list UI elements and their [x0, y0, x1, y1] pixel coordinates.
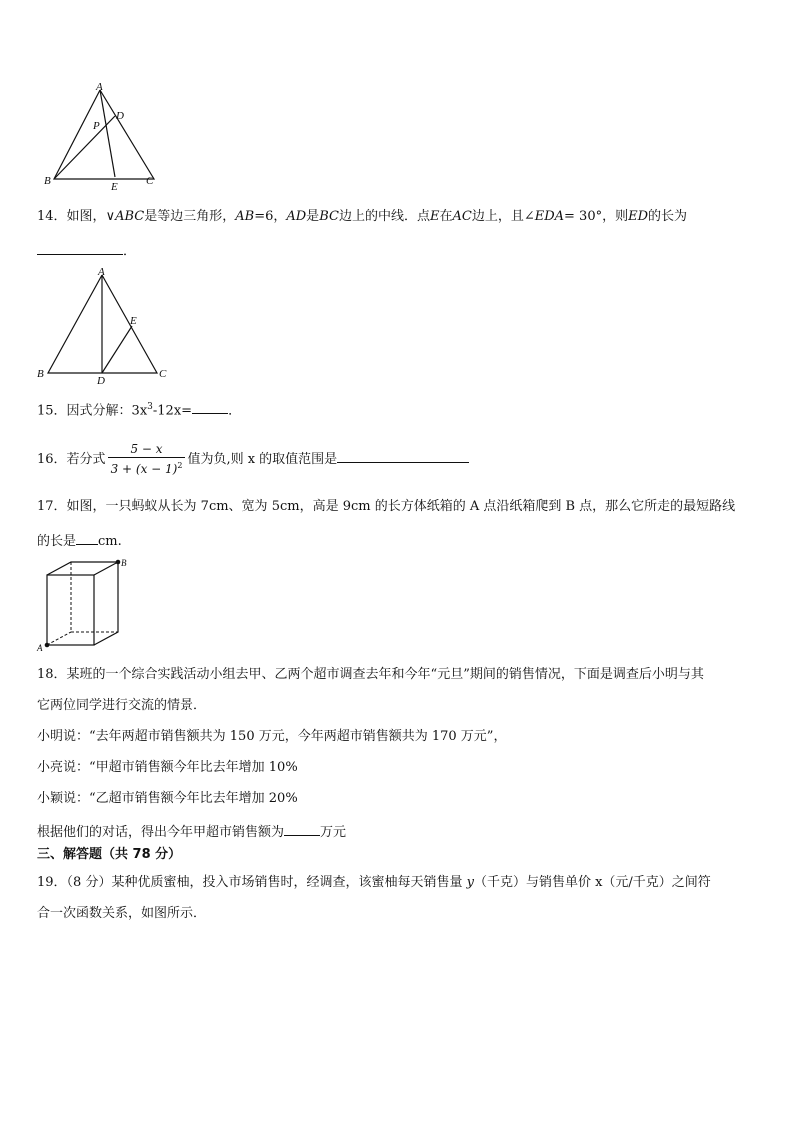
label-e: E	[130, 315, 137, 327]
answer-blank[interactable]	[284, 821, 320, 836]
question-14-line1: 14．如图，∨ABC是等边三角形，AB=6，AD是BC边上的中线．点E在AC边上，且∠EDA= 30°，则ED的长为	[37, 209, 688, 224]
question-14-line2: ．	[37, 240, 136, 261]
answer-blank[interactable]	[192, 399, 228, 414]
label-p: P	[93, 120, 100, 132]
label-a: A	[98, 266, 105, 278]
question-17-line2: 的长是 cm.	[37, 530, 122, 551]
label-e: E	[111, 181, 118, 192]
label-d: D	[116, 110, 124, 122]
question-18-line6: 根据他们的对话，得出今年甲超市销售额为 万元	[37, 821, 346, 842]
question-number: 16．	[37, 452, 67, 467]
question-18-line3: 小明说：“去年两超市销售额共为 150 万元，今年两超市销售额共为 170 万元”，	[37, 729, 507, 744]
answer-blank[interactable]	[76, 530, 98, 545]
figure-q14-triangle	[34, 266, 174, 386]
question-18-line5: 小颖说：“乙超市销售额今年比去年增加 20%	[37, 791, 298, 806]
question-18-line1: 18．某班的一个综合实践活动小组去甲、乙两个超市调查去年和今年“元旦”期间的销售情况，下面是调查后小明与其	[37, 667, 704, 682]
label-b: B	[121, 558, 127, 568]
answer-blank[interactable]	[37, 240, 123, 255]
question-number: 19．	[37, 875, 67, 890]
label-c: C	[159, 368, 167, 380]
question-19-line1: 19．（8 分）某种优质蜜柚，投入市场销售时，经调查，该蜜柚每天销售量 y（千克）与销售单价 x（元/千克）之间符	[37, 875, 711, 890]
label-a: A	[37, 643, 43, 652]
label-c: C	[146, 175, 154, 187]
question-number: 17．	[37, 499, 67, 514]
label-a: A	[96, 81, 103, 93]
answer-blank[interactable]	[337, 448, 469, 463]
question-number: 15．	[37, 403, 67, 419]
figure-q13-triangle	[36, 80, 166, 192]
question-18-line2: 它两位同学进行交流的情景．	[37, 698, 207, 713]
question-18-line4: 小亮说：“甲超市销售额今年比去年增加 10%	[37, 760, 298, 775]
triangle-abc: ∨ABC	[105, 209, 145, 224]
label-b: B	[44, 175, 51, 187]
question-16: 16．若分式 $\frac{5 - x}{3 + (x - 1)^2}$ 值为负,则 x 的取值范围是	[37, 440, 469, 480]
label-b: B	[37, 368, 44, 380]
question-number: 18．	[37, 667, 67, 682]
question-17-line1: 17．如图，一只蚂蚁从长为 7cm、宽为 5cm，高是 9cm 的长方体纸箱的 A 点沿纸箱爬到 B 点，那么它所走的最短路线	[37, 499, 736, 514]
label-d: D	[97, 375, 105, 386]
question-number: 14．	[37, 209, 67, 224]
question-15: 15．因式分解：$3x^3-12x=$ ．	[37, 398, 241, 420]
question-19-line2: 合一次函数关系，如图所示．	[37, 906, 207, 921]
fraction: $\frac{5 - x}{3 + (x - 1)^2}$	[108, 442, 186, 477]
section-heading: 三、解答题（共 78 分）	[37, 847, 182, 862]
figure-q17-box	[34, 556, 134, 652]
